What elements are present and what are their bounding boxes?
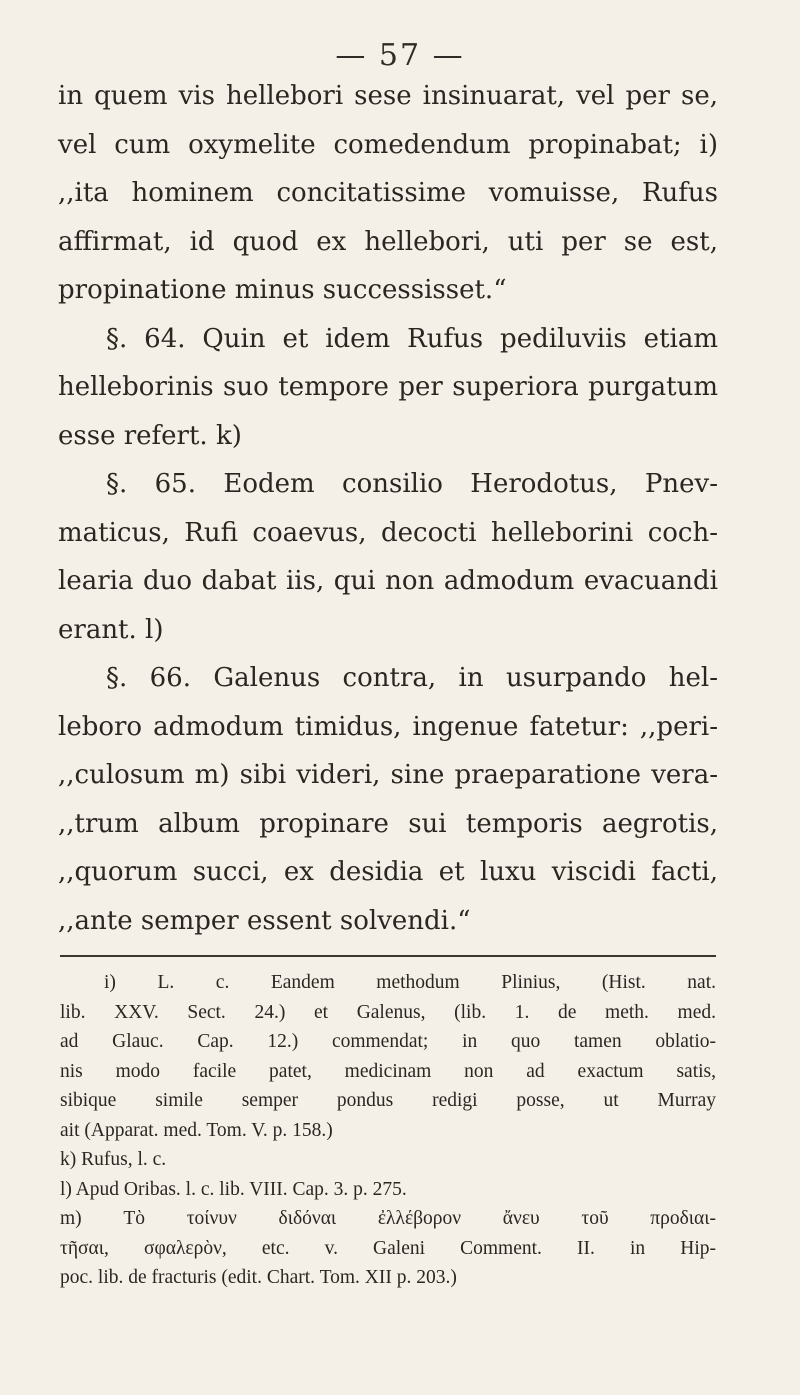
footnote-l: l) Apud Oribas. l. c. lib. VIII. Cap. 3. p. 275. bbox=[60, 1178, 407, 1200]
main-text-line: ,,culosum m) sibi videri, sine praeparatione vera- bbox=[58, 760, 718, 790]
main-text-line: ,,trum album propinare sui temporis aegrotis, bbox=[58, 808, 718, 839]
footnote-line: poc. lib. de fracturis (edit. Chart. Tom. XII p. 203.) bbox=[60, 1267, 457, 1288]
page-number: — 57 — bbox=[335, 38, 465, 73]
footnote-line: lib. XXV. Sect. 24.) et Galenus, (lib. 1. de meth. med. bbox=[60, 1001, 716, 1023]
main-text-line: ,,ante semper essent solvendi.“ bbox=[58, 905, 471, 936]
main-text-line: affirmat, id quod ex hellebori, uti per se est, bbox=[58, 226, 718, 257]
footnote-line: ad Glauc. Cap. 12.) commendat; in quo tamen oblatio- bbox=[60, 1031, 716, 1052]
main-text-block bbox=[58, 72, 718, 945]
main-text-line: helleborinis suo tempore per superiora purgatum bbox=[58, 372, 718, 402]
main-text-line: erant. l) bbox=[58, 614, 164, 645]
footnote-line: τῆσαι, σφαλερὸν, etc. v. Galeni Comment. II. in Hip- bbox=[60, 1237, 716, 1259]
footnote-divider bbox=[60, 955, 716, 957]
main-text-line: ,,quorum succi, ex desidia et luxu viscidi facti, bbox=[58, 857, 718, 887]
paragraph-66-start: §. 66. Galenus contra, in usurpando hel- bbox=[106, 663, 718, 693]
footnote-line: nis modo facile patet, medicinam non ad exactum satis, bbox=[60, 1060, 716, 1082]
main-text-line: maticus, Rufi coaevus, decocti helleborini coch- bbox=[58, 517, 718, 548]
footnote-line: sibique simile semper pondus redigi posse, ut Murray bbox=[60, 1090, 716, 1111]
main-text-line: esse refert. k) bbox=[58, 420, 242, 451]
footnote-line: ait (Apparat. med. Tom. V. p. 158.) bbox=[60, 1119, 333, 1141]
main-text-line: ,,ita hominem concitatissime vomuisse, Rufus bbox=[58, 178, 718, 208]
footnote-k: k) Rufus, l. c. bbox=[60, 1149, 167, 1170]
footnote-i: i) L. c. Eandem methodum Plinius, (Hist. nat. bbox=[104, 972, 716, 993]
footnotes-block bbox=[60, 968, 716, 1293]
paragraph-64-start: §. 64. Quin et idem Rufus pediluviis etiam bbox=[106, 323, 718, 354]
main-text-line: vel cum oxymelite comedendum propinabat; i) bbox=[58, 129, 718, 160]
main-text-line: learia duo dabat iis, qui non admodum evacuandi bbox=[58, 566, 718, 596]
paragraph-65-start: §. 65. Eodem consilio Herodotus, Pnev- bbox=[106, 469, 718, 499]
footnote-m: m) Τὸ τοίνυν διδόναι ἐλλέβορον ἄνευ τοῦ προδιαι- bbox=[60, 1208, 716, 1229]
main-text-line: leboro admodum timidus, ingenue fatetur: ,,peri- bbox=[58, 711, 718, 742]
main-text-line: propinatione minus successisset.“ bbox=[58, 275, 507, 305]
main-text-line: in quem vis hellebori sese insinuarat, vel per se, bbox=[58, 81, 718, 111]
